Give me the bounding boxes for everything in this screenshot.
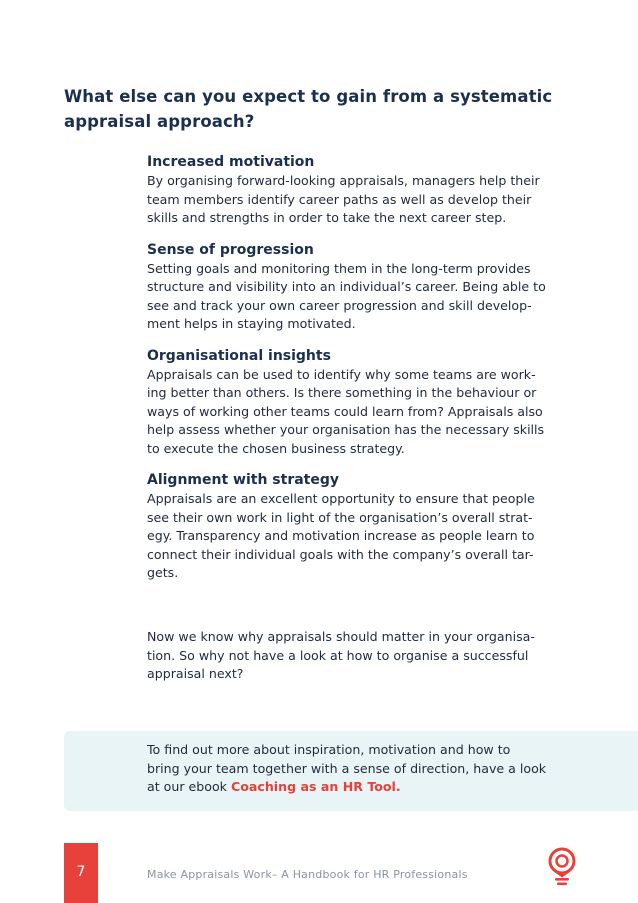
section-body: Setting goals and monitoring them in the long-term provides structure and visibility into an individual’s career. Being able to see and track your own career progression and skill develop- ment helps in staying motivated. <box>147 260 546 331</box>
footer-text: Make Appraisals Work– A Handbook for HR Professionals <box>147 868 468 881</box>
closing-paragraph: Now we know why appraisals should matter in your organisa- tion. So why not have a look at how to organise a successful appraisal next? <box>147 629 535 681</box>
ebook-link[interactable]: Coaching as an HR Tool. <box>230 779 401 794</box>
lightbulb-location-logo-icon <box>544 846 580 886</box>
benefit-section <box>147 152 567 228</box>
benefits-list <box>147 152 567 595</box>
callout-box <box>64 731 638 811</box>
section-body: Appraisals are an excellent opportunity to ensure that people see their own work in light of the organisation’s overall strat- egy. Transparency and motivation increase as people learn to connect their individual goals with the company’s overall tar- gets. <box>147 491 535 580</box>
section-heading: Organisational insights <box>147 347 331 364</box>
section-body: Appraisals can be used to identify why some teams are work- ing better than others. Is there something in the behaviour or ways of working other teams could learn from? Appraisals also help assess whether your organisation has the necessary skills to execute the chosen business strategy. <box>147 366 545 456</box>
section-body: By organising forward-looking appraisals, managers help their team members identify career paths as well as develop their skills and strengths in order to take the next career step. <box>147 173 540 225</box>
callout-text <box>147 741 567 797</box>
section-heading: Alignment with strategy <box>147 472 340 488</box>
section-heading: Increased motivation <box>147 154 315 170</box>
page-title: What else can you expect to gain from a systematic appraisal approach? <box>64 87 553 131</box>
callout-body: To find out more about inspiration, motivation and how to bring your team together with a sense of direction, have a look at our ebook <box>147 742 547 794</box>
section-heading: Sense of progression <box>147 241 314 258</box>
benefit-section <box>147 240 567 334</box>
benefit-section <box>147 346 567 459</box>
benefit-section <box>147 470 567 583</box>
page-number: 7 <box>64 843 98 903</box>
